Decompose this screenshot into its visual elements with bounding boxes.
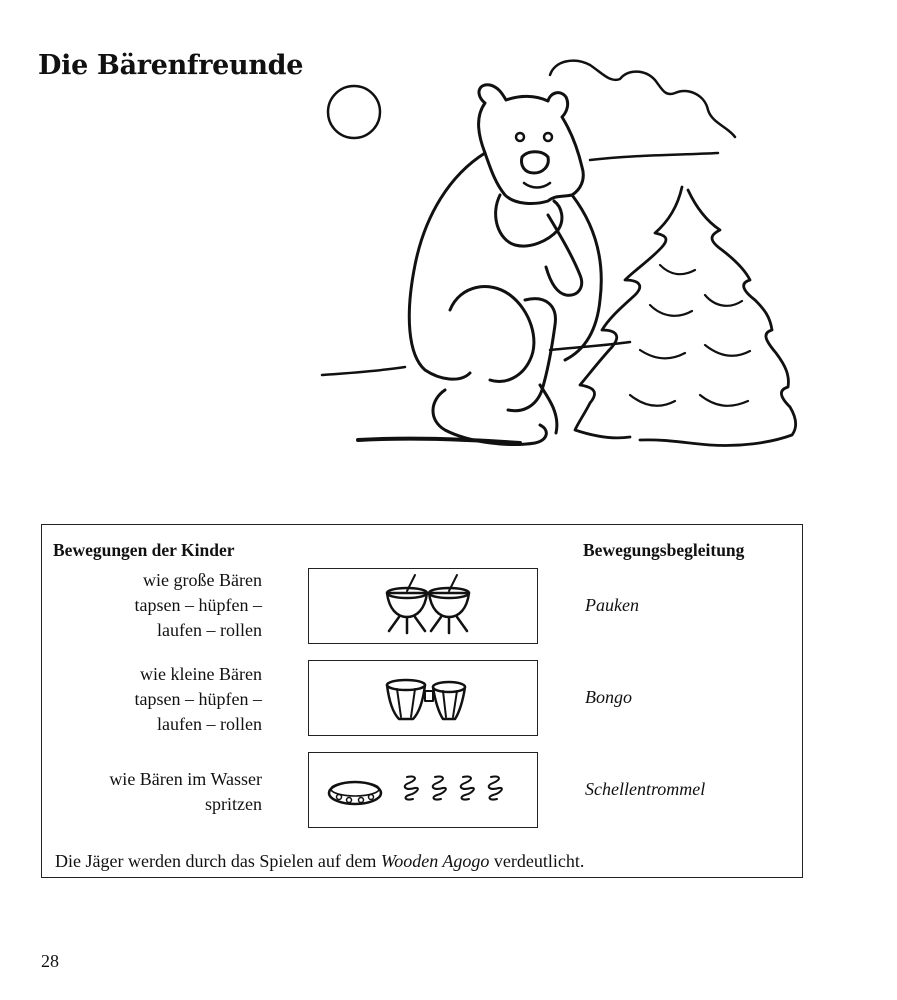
movement-row-1: wie große Bären tapsen – hüpfen – laufen – rollen xyxy=(134,570,262,640)
instrument-name-1: Pauken xyxy=(585,595,639,615)
page-number: 28 xyxy=(41,951,59,971)
instrument-box-2 xyxy=(308,660,538,736)
instrument-name-3: Schellentrommel xyxy=(585,779,706,799)
movement-row-2: wie kleine Bären tapsen – hüpfen – laufen – rollen xyxy=(134,664,262,734)
bear-illustration xyxy=(310,55,810,475)
cloud-icon xyxy=(550,61,735,137)
bear-body xyxy=(409,153,485,379)
instrument-box-3 xyxy=(308,752,538,828)
footnote: Die Jäger werden durch das Spielen auf dem Wooden Agogo verdeutlicht. xyxy=(55,851,585,871)
header-movements: Bewegungen der Kinder xyxy=(53,540,235,560)
instrument-name-2: Bongo xyxy=(585,687,632,707)
sun-icon xyxy=(328,86,380,138)
instrument-box-1 xyxy=(308,568,538,644)
instrument-table xyxy=(41,524,803,878)
page-title: Die Bärenfreunde xyxy=(38,50,304,81)
tambourine-icon xyxy=(309,753,536,826)
timpani-icon xyxy=(309,569,536,642)
movement-row-3: wie Bären im Wasser spritzen xyxy=(109,769,262,814)
header-accompaniment: Bewegungsbegleitung xyxy=(583,540,745,560)
bongo-icon xyxy=(309,661,536,734)
